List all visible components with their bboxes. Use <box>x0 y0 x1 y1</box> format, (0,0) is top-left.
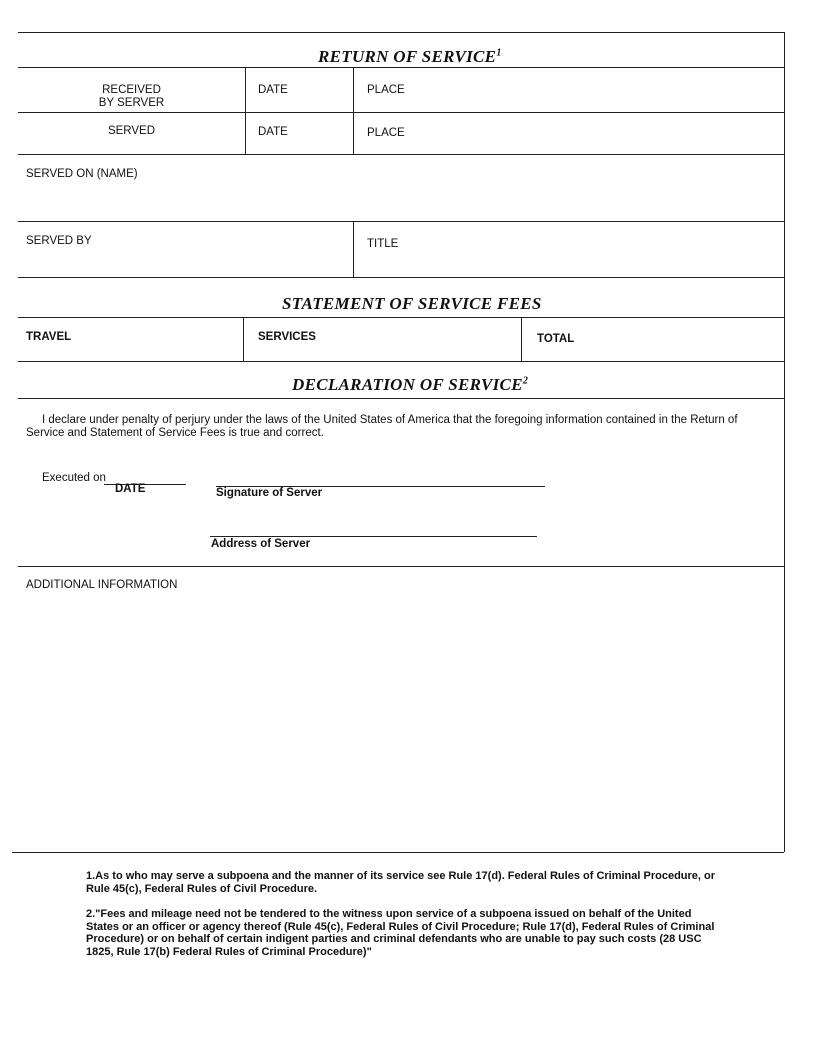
received-place-label: PLACE <box>367 84 405 96</box>
received-date-label: DATE <box>258 84 288 96</box>
total-label: TOTAL <box>537 333 575 345</box>
return-of-service-title <box>318 47 502 67</box>
by-server-label: BY SERVER <box>98 97 165 109</box>
declaration-bottom-rule <box>18 566 784 567</box>
declaration-title-text: DECLARATION OF SERVICE <box>292 375 523 394</box>
served-by-label: SERVED BY <box>26 235 92 247</box>
top-border <box>18 32 784 33</box>
footnote-2: 2."Fees and mileage need not be tendered to the witness upon service of a subpoena issued on behalf of the United States or an officer or agency thereof (Rule 45(c), Federal Rules of Civil Procedure; Rule 17(d), Federal Rules of Criminal Procedure) or on behalf of certain indigent parties and criminal defendants who are unable to pay such costs (28 USC 1825, Rule 17(b) Federal Rules of Criminal Procedure)" <box>86 908 715 958</box>
signature-caption: Signature of Server <box>216 487 323 499</box>
executed-on-label: Executed on <box>42 472 106 484</box>
col-divider-2 <box>353 67 354 154</box>
travel-label: TRAVEL <box>26 331 72 343</box>
served-on-rule <box>18 221 784 222</box>
served-by-rule <box>18 277 784 278</box>
service-fees-title: STATEMENT OF SERVICE FEES <box>282 294 542 313</box>
footnote-1: 1.As to who may serve a subpoena and the manner of its service see Rule 17(d). Federal Rules of Criminal Procedure, or Rule 45(c), Federal Rules of Civil Procedure. <box>86 870 716 895</box>
return-title-rule <box>18 67 784 68</box>
footnote-mark-2: 2 <box>522 375 529 387</box>
declaration-title <box>292 375 528 395</box>
executed-date-caption: DATE <box>115 483 146 495</box>
fees-divider-1 <box>243 317 244 361</box>
served-row-rule <box>18 154 784 155</box>
return-of-service-title-text: RETURN OF SERVICE <box>318 47 497 66</box>
address-line <box>210 536 537 537</box>
fees-title-rule <box>18 317 784 318</box>
footnote-mark-1: 1 <box>496 47 502 59</box>
served-date-label: DATE <box>258 126 288 138</box>
additional-information-label: ADDITIONAL INFORMATION <box>26 579 178 591</box>
form-bottom-rule <box>12 852 784 853</box>
title-label: TITLE <box>367 238 399 250</box>
served-label: SERVED <box>107 125 156 137</box>
received-by-server-label <box>18 84 245 110</box>
served-place-label: PLACE <box>367 127 405 139</box>
address-caption: Address of Server <box>211 538 311 550</box>
fees-row-rule <box>18 361 784 362</box>
right-border <box>784 32 785 852</box>
served-on-name-label: SERVED ON (NAME) <box>26 168 138 180</box>
declaration-title-rule <box>18 398 784 399</box>
received-label: RECEIVED <box>102 84 161 96</box>
title-divider <box>353 221 354 277</box>
col-divider-1 <box>245 67 246 154</box>
fees-divider-2 <box>521 317 522 361</box>
received-row-rule <box>18 112 784 113</box>
services-label: SERVICES <box>258 331 316 343</box>
declaration-statement: I declare under penalty of perjury under the laws of the United States of America that the foregoing information contained in the Return of Service and Statement of Service Fees is true and correct. <box>26 414 738 439</box>
